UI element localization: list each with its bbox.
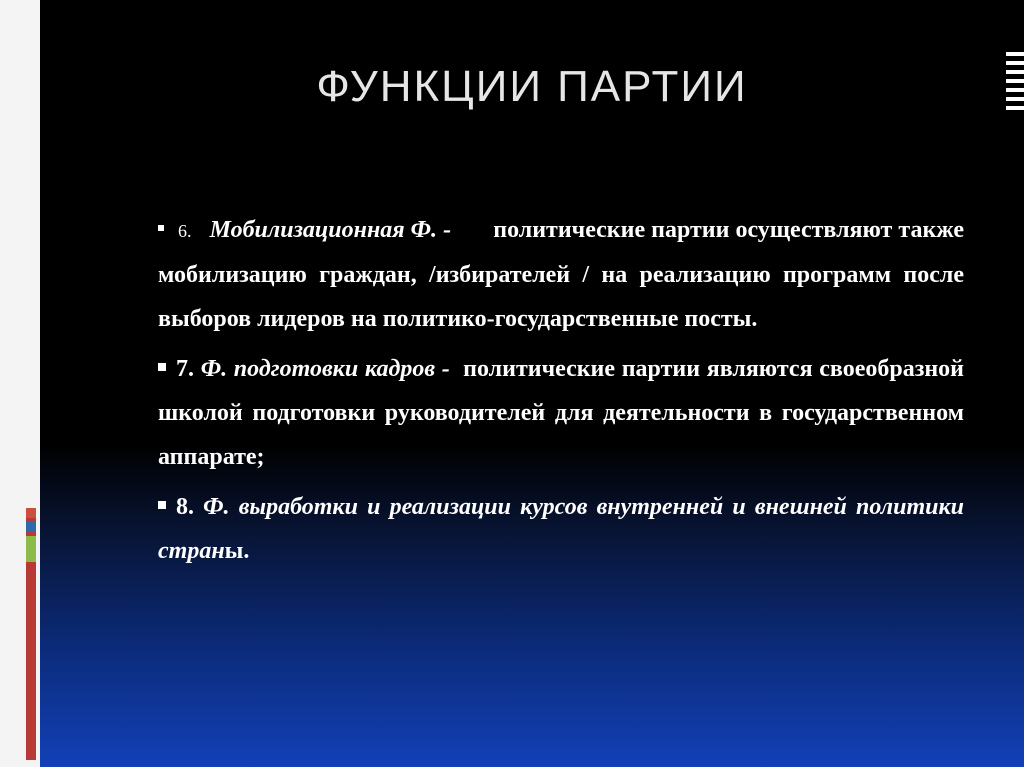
item-text: политические партии осуществляют также мобилизацию граждан, /избирателей / на реализацию программ после выборов лидеров на политико-государственные посты. bbox=[158, 217, 965, 332]
bullet-icon bbox=[158, 501, 166, 509]
accent-square-blue bbox=[26, 521, 36, 531]
slide bbox=[40, 0, 1024, 767]
item-number: 8. bbox=[176, 494, 194, 520]
bullet-icon bbox=[158, 363, 166, 371]
list-item-6 bbox=[158, 208, 964, 341]
item-number: 7. bbox=[176, 356, 194, 382]
list-item-8 bbox=[158, 485, 964, 573]
list-item-7 bbox=[158, 347, 964, 479]
item-number: 6. bbox=[178, 221, 192, 241]
item-text: ы. bbox=[224, 538, 250, 564]
function-name: Ф. подготовки кадров - bbox=[200, 356, 450, 382]
accent-square-green bbox=[26, 536, 36, 562]
slide-content bbox=[158, 208, 964, 579]
function-name: Ф. выработки и реализации курсов внутренней и внешней политики стран bbox=[158, 494, 964, 564]
slide-title: ФУНКЦИИ ПАРТИИ bbox=[316, 62, 748, 111]
accent-square-red bbox=[26, 508, 36, 518]
bullet-icon bbox=[158, 225, 164, 231]
function-name: Мобилизационная Ф. - bbox=[209, 217, 452, 243]
item-text: политические партии являются своеобразной школой подготовки руководителей для деятельности в государственном аппарате; bbox=[158, 356, 964, 470]
